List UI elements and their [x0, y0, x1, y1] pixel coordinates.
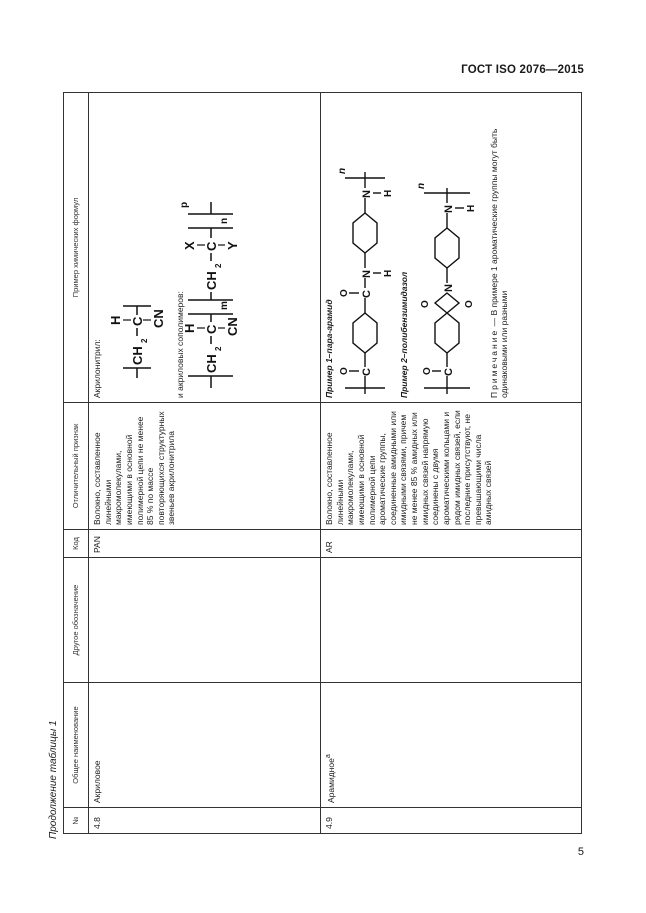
svg-text:C: C [360, 368, 373, 376]
row-code: PAN [89, 530, 321, 558]
svg-text:O: O [338, 367, 350, 375]
fibers-table [63, 92, 582, 834]
svg-text:CH: CH [129, 346, 145, 365]
svg-text:2: 2 [213, 263, 223, 268]
formula-label-acrylonitrile: Акрилонитрил: [92, 339, 102, 398]
table-row [89, 93, 321, 834]
example-2-title: Пример 2–полибензимидазол [399, 271, 410, 398]
svg-text:2: 2 [139, 338, 149, 343]
standard-header: ГОСТ ISO 2076—2015 [461, 64, 584, 76]
example-1-title: Пример 1–пара-арамид [324, 299, 334, 398]
svg-text:Y: Y [224, 241, 240, 250]
row-other [89, 558, 321, 683]
svg-text:H: H [181, 323, 197, 333]
svg-text:CH: CH [203, 271, 219, 290]
col-header-other: Другое обозначение [64, 558, 89, 683]
row-formula-pan [89, 93, 321, 403]
svg-text:C: C [129, 316, 145, 326]
svg-text:X: X [181, 241, 197, 250]
svg-text:C: C [203, 324, 219, 334]
row-num: 4.9 [321, 808, 582, 834]
col-header-formula: Пример химических формул [64, 93, 89, 403]
svg-text:m: m [218, 301, 230, 310]
page-number: 5 [577, 846, 584, 858]
svg-text:n: n [218, 217, 230, 224]
table-header-row [64, 93, 89, 834]
table-rotated-container [63, 93, 646, 829]
svg-text:CH: CH [203, 354, 219, 373]
svg-text:N: N [442, 205, 455, 213]
row-other [321, 558, 582, 683]
row-name: Акриловое [89, 683, 321, 808]
svg-text:O: O [419, 300, 431, 308]
row-name-text: Арамидное [325, 758, 336, 803]
col-header-name: Общее наименование [64, 683, 89, 808]
svg-text:CN: CN [224, 317, 240, 336]
row-num: 4.8 [89, 808, 321, 834]
formula-label-copolymers: и акриловых сополимеров: [175, 291, 186, 398]
svg-text:n: n [415, 182, 427, 189]
svg-text:CN: CN [150, 309, 166, 328]
svg-text:n: n [336, 167, 348, 174]
rotated-table [63, 93, 582, 834]
acrylonitrile-formula [103, 98, 278, 398]
note-label: Примечание [488, 328, 499, 398]
svg-text:H: H [465, 204, 477, 212]
footnote-mark: а [324, 754, 332, 759]
svg-text:C: C [203, 241, 219, 251]
svg-text:p: p [178, 201, 190, 208]
row-feature: Волокно, составленное линейными макромолекулами, имеющими в основной полимерной цепи ароматические группы, соединенные амидными или имидными связями, причем не менее 85 % амидных или имидных связей напрямую соединены с двумя ароматическими кольцами и рядом имидных связей, если последние присутствуют, не превышающими числа амидных связей [321, 403, 582, 530]
caption-text: Продолжение таблицы 1 [48, 720, 59, 839]
row-feature: Волокно, составленное линейными макромолекулами, имеющими в основной полимерной цепи не менее 85 % по массе повторяющихся структурных звеньев акрилонитрила [89, 403, 321, 530]
polybenzimidazole-formula [410, 98, 480, 398]
svg-text:O: O [338, 289, 350, 297]
svg-text:H: H [382, 189, 393, 197]
col-header-feature: Отличительный признак [64, 403, 89, 530]
svg-text:N: N [442, 284, 455, 292]
col-header-num: № [64, 808, 89, 834]
row-formula-ar [321, 93, 582, 403]
svg-text:C: C [360, 290, 373, 298]
row-code: AR [321, 530, 582, 558]
svg-text:H: H [107, 315, 123, 325]
svg-text:N: N [360, 270, 373, 278]
svg-text:O: O [421, 367, 433, 375]
table-row [321, 93, 582, 834]
para-aramid-formula [335, 98, 393, 398]
svg-text:2: 2 [213, 346, 223, 351]
col-header-code: Код [64, 530, 89, 558]
svg-text:N: N [360, 190, 373, 198]
note [489, 97, 510, 398]
svg-text:O: O [463, 300, 475, 308]
svg-text:H: H [382, 269, 393, 277]
svg-text:C: C [442, 368, 455, 376]
note-text: — В примере 1 ароматические группы могут быть одинаковыми или разными [488, 128, 510, 398]
row-name [321, 683, 582, 808]
